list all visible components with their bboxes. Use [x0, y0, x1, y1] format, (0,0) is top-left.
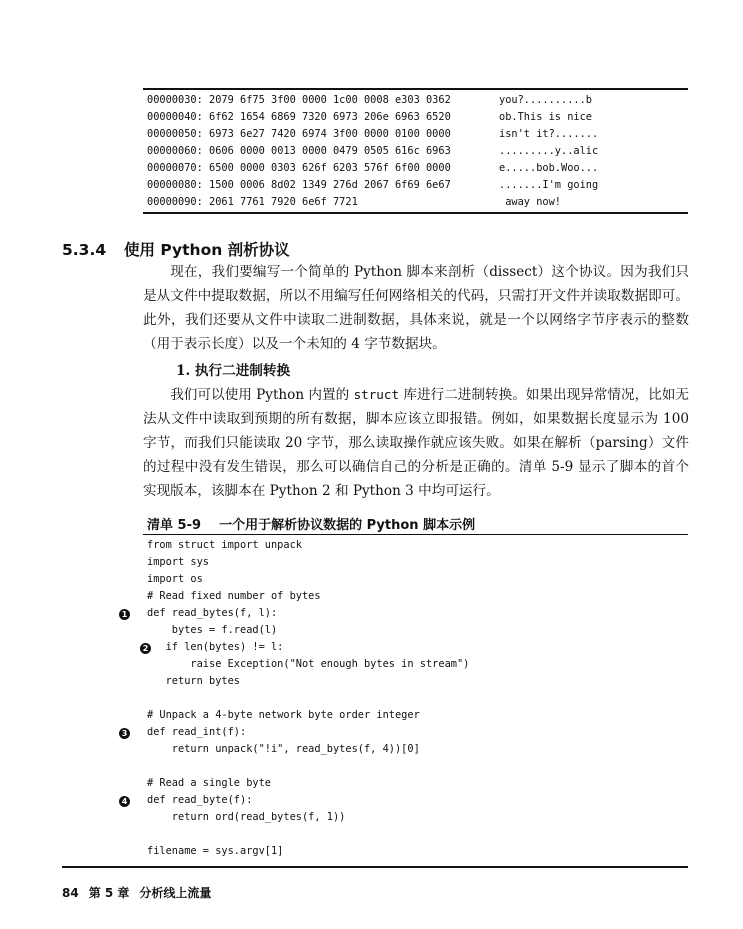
hexdump-line: 00000070: 6500 0000 0303 626f 6203 576f 6f00 0000	[147, 162, 451, 174]
hexdump-ascii: .......I'm going	[499, 179, 599, 191]
code-line	[119, 607, 689, 624]
hexdump-top-rule	[143, 88, 688, 90]
hexdump-ascii: away now!	[499, 196, 561, 208]
code-line	[119, 845, 689, 862]
code-text: raise Exception("Not enough bytes in stream")	[147, 658, 470, 670]
code-text: bytes = f.read(l)	[147, 624, 278, 636]
chapter-title: 分析线上流量	[139, 886, 212, 900]
code-line	[119, 794, 689, 811]
code-line	[119, 675, 689, 692]
paragraph-text: 现在，我们要编写一个简单的 Python 脚本来剖析（dissect）这个协议。因为我们只是从文件中提取数据，所以不用编写任何网络相关的代码，只需打开文件并读取数据即可。此外，我们还要从文件中读取二进制数据，具体来说，就是一个以网络字节序表示的整数（用于表示长度）以及一个未知的 4 字节数据块。	[143, 264, 689, 352]
hexdump-row	[147, 179, 687, 196]
paragraph-text-part: 库进行二进制转换。如果出现异常情况，比如无法从文件中读取到预期的所有数据，脚本应该立即报错。例如，如果数据长度显示为 100 字节，而我们只能读取 20 字节，那么读取操作就应该失败。如果在解析（parsing）文件的过程中没有发生错误，那么可以确信自己的分析是正确的。清单 5-9 显示了脚本的首个实现版本，该脚本在 Python 2 和 Python 3 中均可运行。	[143, 387, 689, 499]
code-top-rule	[143, 534, 688, 535]
paragraph-binary-conversion	[143, 383, 689, 503]
code-line	[119, 760, 689, 777]
code-text: from struct import unpack	[147, 539, 302, 551]
code-line	[119, 692, 689, 709]
paragraph-text-part: 我们可以使用 Python 内置的	[170, 387, 354, 403]
code-text: # Read fixed number of bytes	[147, 590, 321, 602]
section-heading	[62, 238, 290, 260]
hexdump-row	[147, 128, 687, 145]
code-line	[119, 811, 689, 828]
paragraph-intro	[143, 260, 689, 356]
section-title: 使用 Python 剖析协议	[124, 241, 290, 259]
hexdump-line: 00000030: 2079 6f75 3f00 0000 1c00 0008 e303 0362	[147, 94, 451, 106]
hexdump-line: 00000050: 6973 6e27 7420 6974 3f00 0000 0100 0000	[147, 128, 451, 140]
page-footer	[62, 884, 221, 901]
code-line	[119, 709, 689, 726]
code-listing	[119, 539, 689, 862]
code-text: if len(bytes) != l:	[147, 641, 284, 653]
hexdump-ascii: ob.This is nice	[499, 111, 592, 123]
code-line	[119, 624, 689, 641]
code-text: # Read a single byte	[147, 777, 271, 789]
code-bottom-rule	[62, 866, 688, 868]
code-text: def read_int(f):	[147, 726, 247, 738]
section-number: 5.3.4	[62, 241, 107, 259]
hexdump-row	[147, 94, 687, 111]
code-line	[119, 590, 689, 607]
code-text: def read_byte(f):	[147, 794, 253, 806]
hexdump-row	[147, 162, 687, 179]
hexdump-bottom-rule	[143, 212, 688, 214]
code-text: import sys	[147, 556, 209, 568]
hexdump-ascii: .........y..alic	[499, 145, 599, 157]
code-line	[119, 777, 689, 794]
code-line	[119, 641, 689, 658]
callout-marker-icon: 4	[119, 796, 130, 807]
hexdump-line: 00000090: 2061 7761 7920 6e6f 7721	[147, 196, 358, 208]
code-line	[119, 539, 689, 556]
callout-marker-icon: 3	[119, 728, 130, 739]
code-line	[119, 573, 689, 590]
code-text: return unpack("!i", read_bytes(f, 4))[0]	[147, 743, 420, 755]
subheading: 1. 执行二进制转换	[176, 363, 291, 379]
code-line	[119, 556, 689, 573]
hexdump-block	[147, 94, 687, 213]
hexdump-row	[147, 111, 687, 128]
callout-marker-icon: 1	[119, 609, 130, 620]
hexdump-line: 00000080: 1500 0006 8d02 1349 276d 2067 6f69 6e67	[147, 179, 451, 191]
code-line	[119, 743, 689, 760]
code-text: def read_bytes(f, l):	[147, 607, 278, 619]
page-number: 84	[62, 886, 79, 900]
code-line	[119, 828, 689, 845]
hexdump-row	[147, 196, 687, 213]
hexdump-ascii: isn't it?.......	[499, 128, 599, 140]
callout-marker-icon: 2	[140, 643, 151, 654]
listing-caption: 清单 5-9 一个用于解析协议数据的 Python 脚本示例	[147, 518, 476, 533]
chapter-label: 第 5 章	[88, 886, 130, 900]
code-text: import os	[147, 573, 203, 585]
code-text: return bytes	[147, 675, 240, 687]
hexdump-line: 00000060: 0606 0000 0013 0000 0479 0505 616c 6963	[147, 145, 451, 157]
hexdump-ascii: e.....bob.Woo...	[499, 162, 599, 174]
code-text: # Unpack a 4-byte network byte order integer	[147, 709, 420, 721]
code-text: return ord(read_bytes(f, 1))	[147, 811, 346, 823]
code-line	[119, 726, 689, 743]
code-line	[119, 658, 689, 675]
paragraph-text	[143, 383, 689, 503]
inline-code: struct	[353, 387, 400, 402]
hexdump-row	[147, 145, 687, 162]
hexdump-line: 00000040: 6f62 1654 6869 7320 6973 206e 6963 6520	[147, 111, 451, 123]
hexdump-ascii: you?..........b	[499, 94, 592, 106]
code-text: filename = sys.argv[1]	[147, 845, 284, 857]
